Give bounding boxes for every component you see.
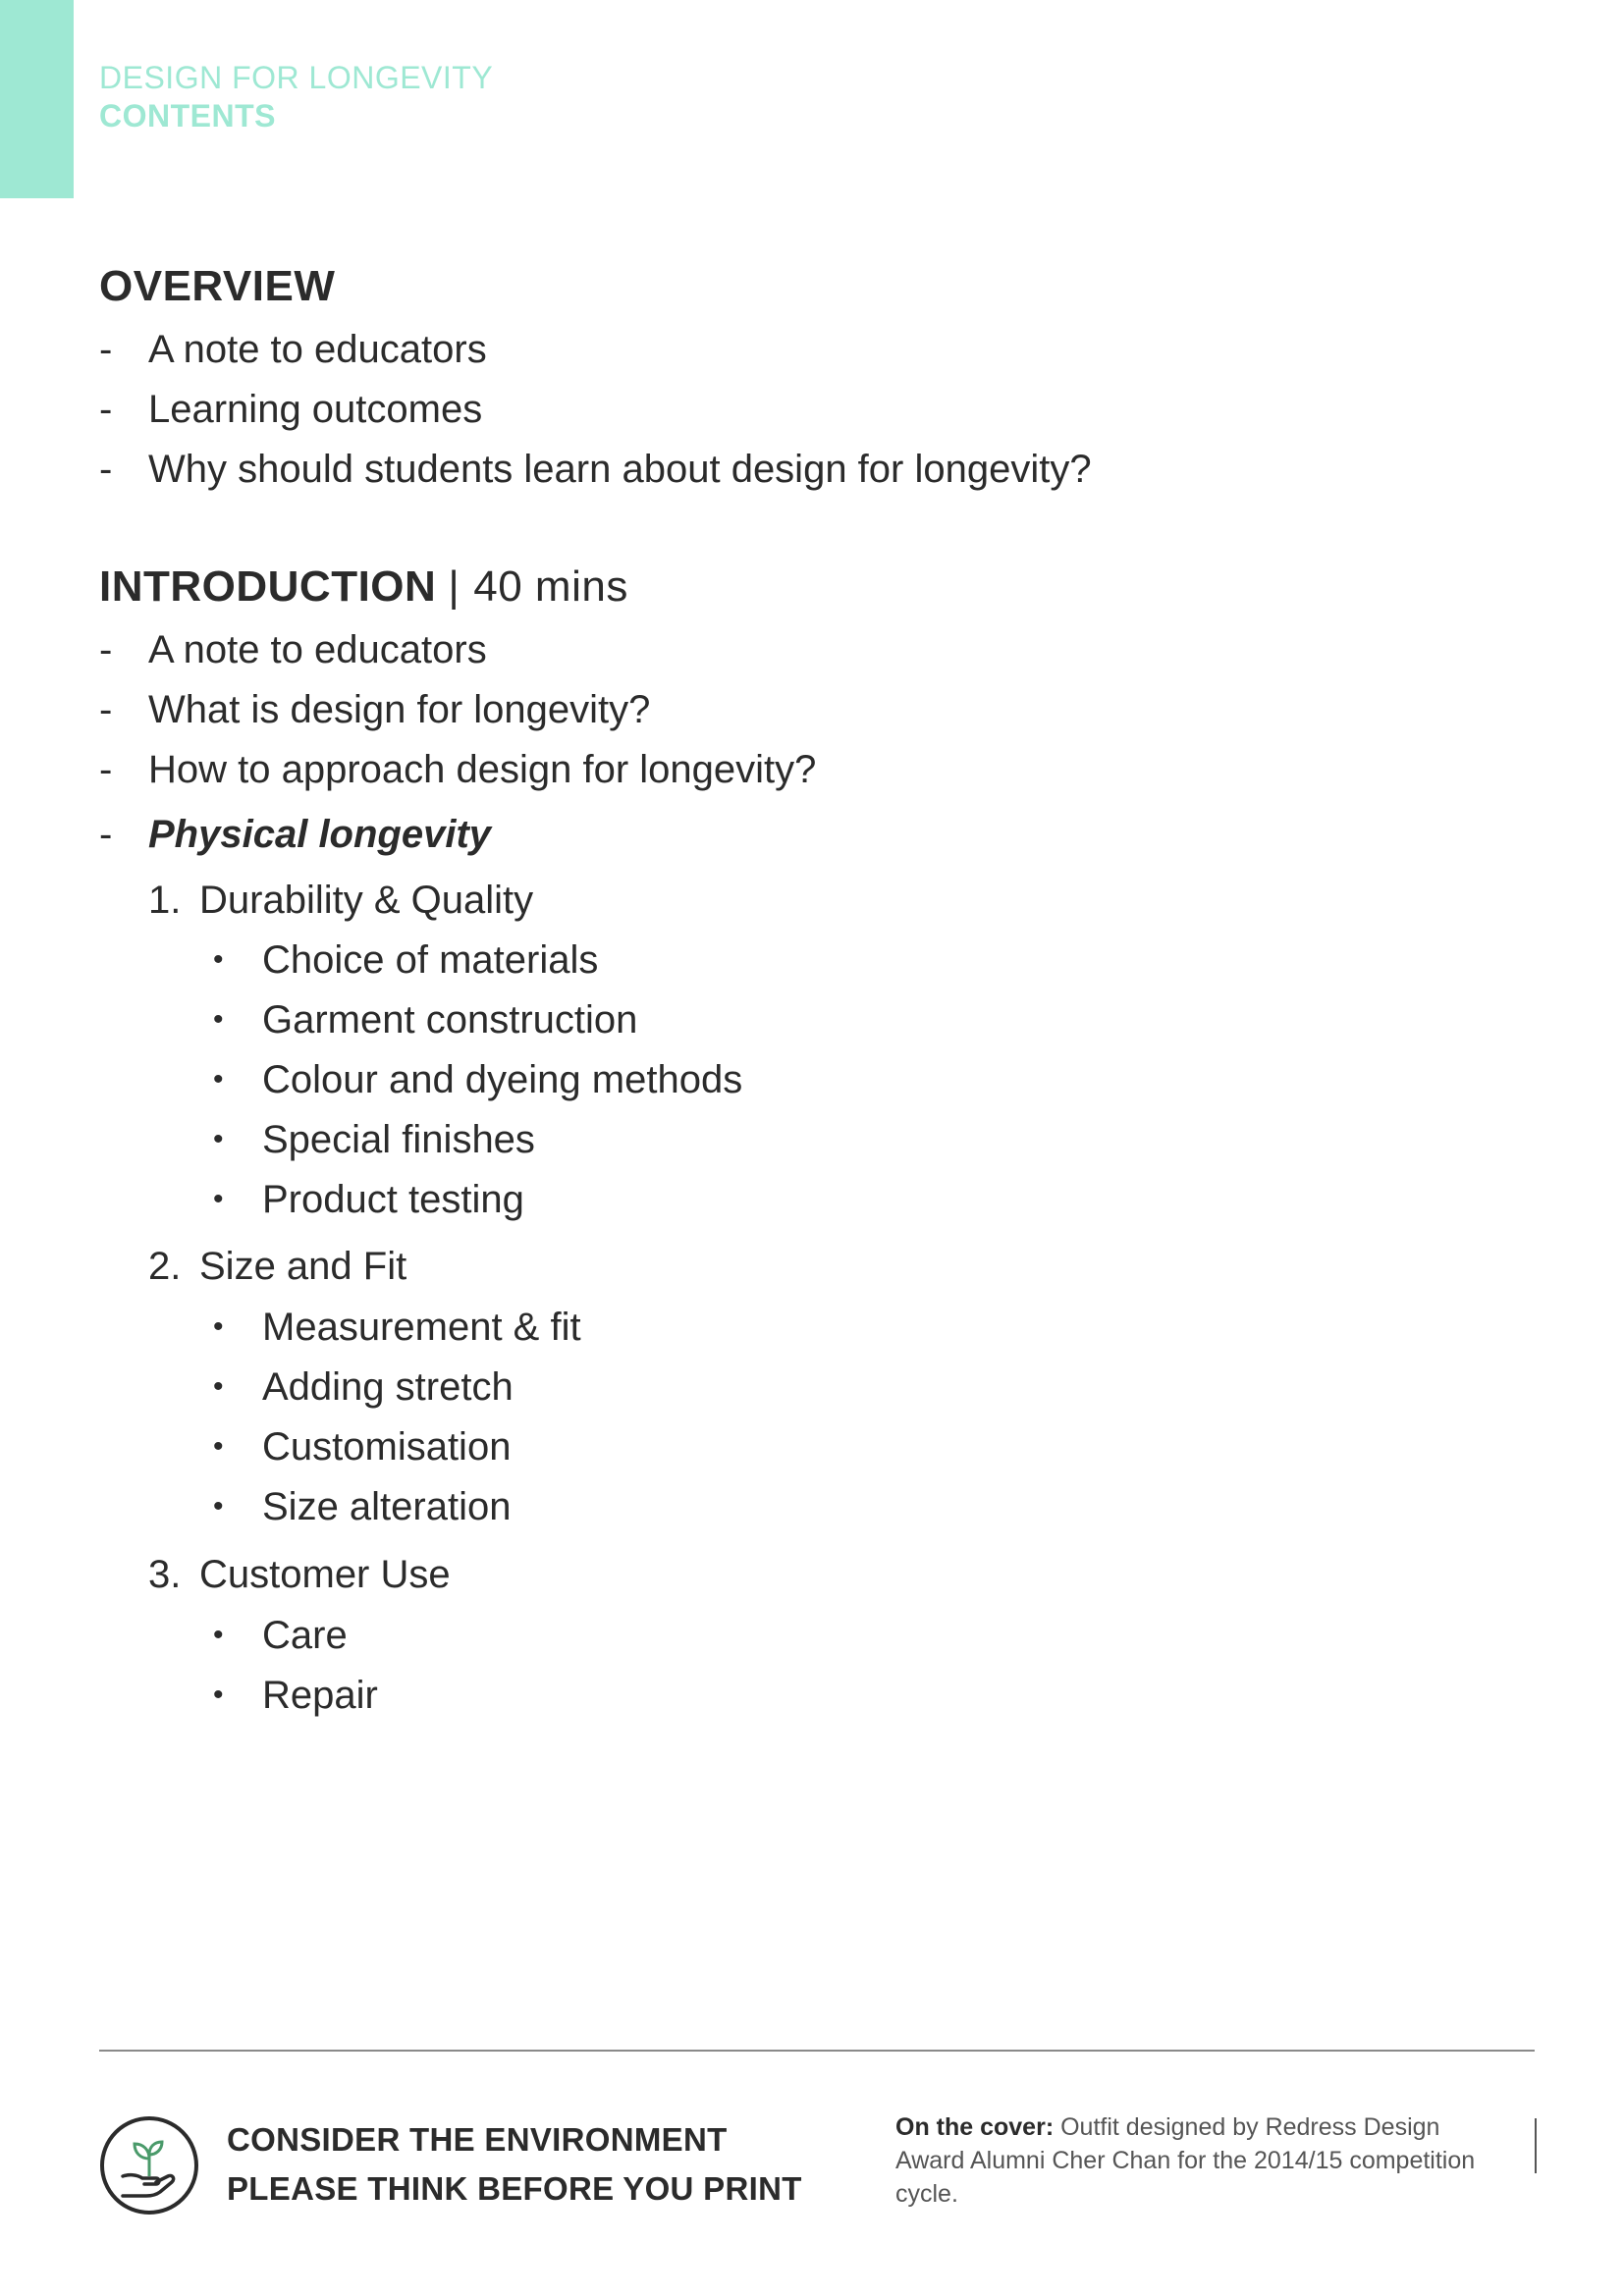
dash-marker: - (99, 628, 113, 671)
subsection-number: 2. (148, 1245, 182, 1288)
subsection-title: Durability & Quality (199, 879, 534, 922)
dash-marker: - (99, 388, 113, 431)
cover-credit-label: On the cover: (895, 2113, 1055, 2141)
bullet-label: Care (262, 1614, 348, 1657)
bullet-marker: • (213, 1370, 224, 1403)
bullet-marker: • (213, 1430, 224, 1463)
cover-credit (895, 2110, 1504, 2211)
cover-credit-divider (1535, 2118, 1537, 2173)
plant-in-hand-icon (99, 2115, 199, 2216)
heading-separator: | (448, 562, 460, 611)
bullet-label: Size alteration (262, 1485, 512, 1528)
duration-label: 40 mins (473, 562, 628, 611)
bullet-marker: • (213, 943, 224, 976)
bullet-label: Product testing (262, 1178, 524, 1221)
subsection-number: 1. (148, 879, 182, 922)
introduction-heading (99, 561, 628, 613)
bullet-marker: • (213, 1310, 224, 1343)
bullet-marker: • (213, 1679, 224, 1711)
dash-marker: - (99, 748, 113, 791)
dash-marker: - (99, 328, 113, 371)
overview-heading (99, 261, 335, 312)
overview-item-label: Learning outcomes (148, 388, 483, 431)
environment-notice (227, 2115, 802, 2214)
introduction-heading-text: INTRODUCTION (99, 562, 437, 611)
document-header (99, 59, 493, 135)
header-accent-bar (0, 0, 74, 198)
bullet-marker: • (213, 1619, 224, 1651)
overview-item-label: Why should students learn about design for longevity? (148, 448, 1092, 491)
bullet-label: Adding stretch (262, 1365, 514, 1409)
dash-marker: - (99, 688, 113, 731)
bullet-marker: • (213, 1490, 224, 1522)
cover-credit-text: Outfit designed by Redress Design Award Alumni Cher Chan for the 2014/15 competition cycle. (895, 2113, 1476, 2208)
series-title: DESIGN FOR LONGEVITY (99, 60, 494, 95)
bullet-label: Measurement & fit (262, 1306, 581, 1349)
bullet-label: Choice of materials (262, 938, 599, 982)
introduction-item-label: Physical longevity (148, 813, 492, 856)
subsection-title: Customer Use (199, 1553, 451, 1596)
overview-item-label: A note to educators (148, 328, 487, 371)
bullet-label: Garment construction (262, 998, 638, 1041)
bullet-marker: • (213, 1123, 224, 1155)
subsection-number: 3. (148, 1553, 182, 1596)
bullet-label: Colour and dyeing methods (262, 1058, 743, 1101)
dash-marker: - (99, 813, 113, 856)
bullet-label: Repair (262, 1674, 378, 1717)
overview-heading-text: OVERVIEW (99, 262, 336, 310)
subsection-title: Size and Fit (199, 1245, 407, 1288)
introduction-item-label: A note to educators (148, 628, 487, 671)
bullet-marker: • (213, 1003, 224, 1036)
introduction-item-label: What is design for longevity? (148, 688, 651, 731)
footer-divider (99, 2050, 1535, 2052)
environment-notice-line1: CONSIDER THE ENVIRONMENT (227, 2121, 728, 2158)
environment-notice-line2: PLEASE THINK BEFORE YOU PRINT (227, 2170, 802, 2207)
introduction-item-label: How to approach design for longevity? (148, 748, 817, 791)
bullet-label: Customisation (262, 1425, 512, 1468)
bullet-marker: • (213, 1063, 224, 1095)
dash-marker: - (99, 448, 113, 491)
bullet-marker: • (213, 1183, 224, 1215)
bullet-label: Special finishes (262, 1118, 535, 1161)
page-title: CONTENTS (99, 98, 276, 133)
